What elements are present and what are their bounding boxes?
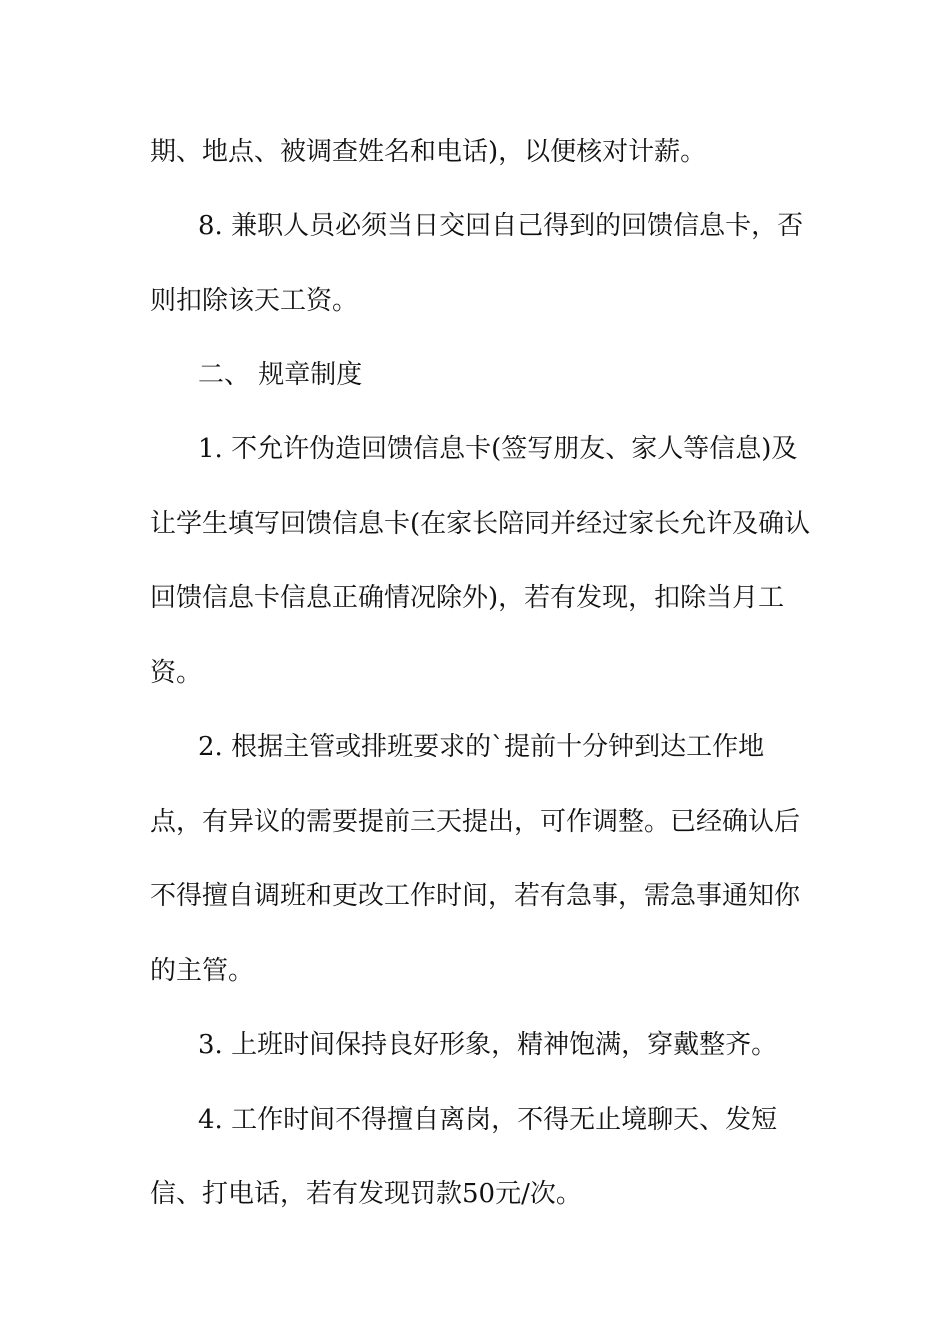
text-line-6: 让学生填写回馈信息卡(在家长陪同并经过家长允许及确认	[150, 509, 811, 539]
text-line-2: 8. 兼职人员必须当日交回自己得到的回馈信息卡，否	[198, 211, 804, 241]
text-line-15: 信、打电话，若有发现罚款50元/次。	[150, 1179, 582, 1209]
section-heading: 二、 规章制度	[198, 360, 363, 390]
text-line-5: 1. 不允许伪造回馈信息卡(签写朋友、家人等信息)及	[198, 434, 798, 464]
text-line-7: 回馈信息卡信息正确情况除外)，若有发现，扣除当月工	[150, 583, 785, 613]
text-line-1: 期、地点、被调查姓名和电话)，以便核对计薪。	[150, 137, 707, 167]
text-line-10: 点，有异议的需要提前三天提出，可作调整。已经确认后	[150, 807, 801, 837]
text-line-12: 的主管。	[150, 956, 255, 986]
text-line-14: 4. 工作时间不得擅自离岗，不得无止境聊天、发短	[198, 1105, 778, 1135]
text-line-11: 不得擅自调班和更改工作时间，若有急事，需急事通知你	[150, 881, 801, 911]
text-line-9: 2. 根据主管或排班要求的`提前十分钟到达工作地	[198, 732, 765, 762]
text-line-13: 3. 上班时间保持良好形象，精神饱满，穿戴整齐。	[198, 1030, 778, 1060]
text-line-8: 资。	[150, 658, 203, 688]
text-line-3: 则扣除该天工资。	[150, 286, 359, 316]
